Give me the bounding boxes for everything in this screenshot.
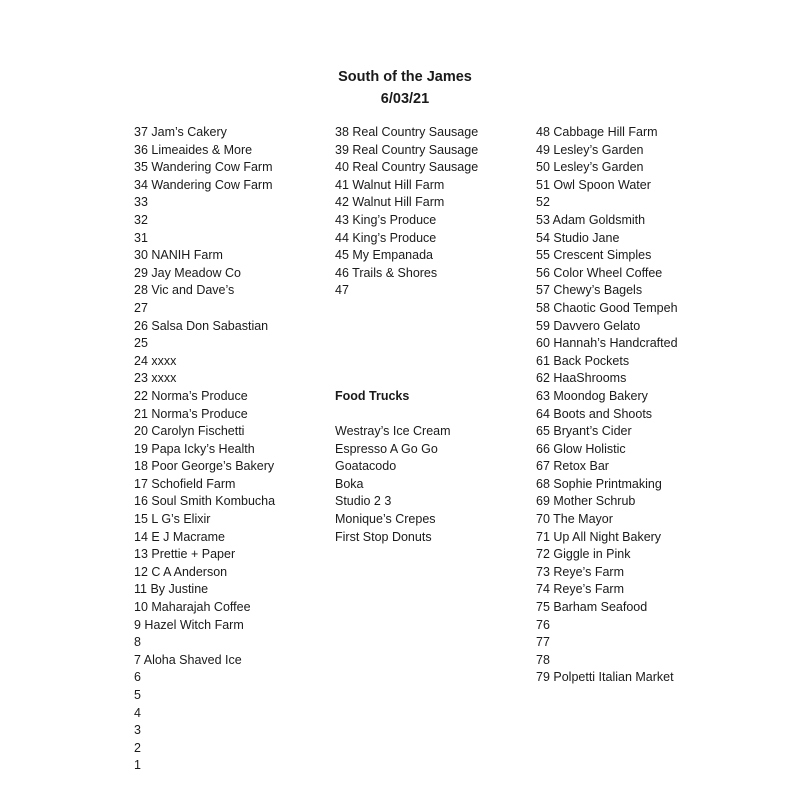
vendor-slot: 8 xyxy=(134,635,141,650)
vendor-slot: 42 Walnut Hill Farm xyxy=(335,195,445,210)
vendor-slot: 41 Walnut Hill Farm xyxy=(335,177,445,192)
vendor-slot: 18 Poor George’s Bakery xyxy=(134,459,275,474)
vendor-slot: 38 Real Country Sausage xyxy=(335,125,479,139)
vendor-slot: 75 Barham Seafood xyxy=(536,600,648,615)
vendor-slot: 64 Boots and Shoots xyxy=(536,406,653,421)
vendor-slot: 9 Hazel Witch Farm xyxy=(134,617,244,632)
vendor-slot: 36 Limeaides & More xyxy=(134,142,253,157)
vendor-slot: 56 Color Wheel Coffee xyxy=(536,265,663,280)
vendor-slot: 40 Real Country Sausage xyxy=(335,160,479,175)
vendor-slot: 5 xyxy=(134,688,141,702)
vendor-slot: 31 xyxy=(134,230,148,245)
vendor-slot: 37 Jam’s Cakery xyxy=(134,125,227,139)
market-name: South of the James xyxy=(338,69,472,85)
vendor-slot: 60 Hannah’s Handcrafted xyxy=(536,336,678,351)
vendor-slot: 74 Reye’s Farm xyxy=(536,582,624,597)
vendor-slot: 45 My Empanada xyxy=(335,248,433,263)
vendor-slot: 12 C A Anderson xyxy=(134,564,228,579)
vendor-slot: 3 xyxy=(134,723,141,738)
food-truck-item: Boka xyxy=(335,476,364,491)
vendor-slot: 73 Reye’s Farm xyxy=(536,564,624,579)
vendor-slot: 44 King’s Produce xyxy=(335,230,437,245)
vendor-slot: 61 Back Pockets xyxy=(536,353,630,368)
food-truck-list xyxy=(335,423,451,546)
vendor-slot: 78 xyxy=(536,652,550,667)
vendor-slot: 35 Wandering Cow Farm xyxy=(134,160,273,175)
vendor-slot: 57 Chewy’s Bagels xyxy=(536,283,643,298)
vendor-slot: 67 Retox Bar xyxy=(536,459,609,474)
vendor-slot: 26 Salsa Don Sabastian xyxy=(134,318,269,333)
vendor-slot: 65 Bryant’s Cider xyxy=(536,424,632,439)
vendor-slot: 48 Cabbage Hill Farm xyxy=(536,125,658,139)
vendor-slot: 13 Prettie + Paper xyxy=(134,547,236,562)
vendor-slot: 21 Norma’s Produce xyxy=(134,406,248,421)
vendor-slot: 62 HaaShrooms xyxy=(536,371,627,386)
vendor-slot: 43 King’s Produce xyxy=(335,212,437,227)
vendor-slot: 77 xyxy=(536,635,550,650)
vendor-slot: 19 Papa Icky’s Health xyxy=(134,441,255,456)
vendor-slot: 79 Polpetti Italian Market xyxy=(536,670,674,685)
vendor-slot: 1 xyxy=(134,758,141,773)
vendor-slot: 16 Soul Smith Kombucha xyxy=(134,494,276,509)
vendor-slot: 7 Aloha Shaved Ice xyxy=(134,652,242,667)
page-title xyxy=(0,66,810,110)
vendor-slot: 15 L G’s Elixir xyxy=(134,512,211,527)
vendor-slot: 34 Wandering Cow Farm xyxy=(134,177,273,192)
vendor-slot: 14 E J Macrame xyxy=(134,529,226,544)
vendor-slot: 76 xyxy=(536,617,550,632)
food-truck-item: Monique’s Crepes xyxy=(335,511,436,526)
vendor-slot: 63 Moondog Bakery xyxy=(536,388,648,403)
vendor-slot: 70 The Mayor xyxy=(536,512,613,527)
food-truck-item: Studio 2 3 xyxy=(335,494,392,509)
vendor-slot: 6 xyxy=(134,670,141,685)
food-truck-item: Westray’s Ice Cream xyxy=(335,424,451,438)
vendor-slot: 4 xyxy=(134,705,141,720)
market-date: 6/03/21 xyxy=(380,91,430,107)
vendor-slot: 52 xyxy=(536,195,550,210)
vendor-slot: 59 Davvero Gelato xyxy=(536,318,641,333)
vendor-slot: 10 Maharajah Coffee xyxy=(134,600,251,615)
vendor-column-middle xyxy=(335,124,478,300)
vendor-slot: 71 Up All Night Bakery xyxy=(536,529,662,544)
food-truck-item: Goatacodo xyxy=(335,459,397,474)
vendor-slot: 58 Chaotic Good Tempeh xyxy=(536,300,678,315)
vendor-slot: 27 xyxy=(134,300,148,315)
vendor-slot: 69 Mother Schrub xyxy=(536,494,636,509)
vendor-column-right xyxy=(536,124,678,687)
vendor-slot: 2 xyxy=(134,740,141,755)
vendor-slot: 23 xxxx xyxy=(134,371,177,386)
vendor-slot: 22 Norma’s Produce xyxy=(134,388,248,403)
vendor-slot: 30 NANIH Farm xyxy=(134,248,223,263)
food-truck-item: First Stop Donuts xyxy=(335,529,432,544)
vendor-slot: 51 Owl Spoon Water xyxy=(536,177,651,192)
vendor-slot: 46 Trails & Shores xyxy=(335,265,438,280)
vendor-slot: 53 Adam Goldsmith xyxy=(536,212,646,227)
vendor-slot: 66 Glow Holistic xyxy=(536,441,626,456)
vendor-slot: 33 xyxy=(134,195,148,210)
vendor-slot: 20 Carolyn Fischetti xyxy=(134,424,245,439)
vendor-slot: 17 Schofield Farm xyxy=(134,476,236,491)
food-truck-item: Espresso A Go Go xyxy=(335,441,438,456)
vendor-slot: 28 Vic and Dave’s xyxy=(134,283,235,298)
vendor-column-left xyxy=(134,124,275,775)
food-trucks-heading: Food Trucks xyxy=(335,389,410,403)
vendor-slot: 72 Giggle in Pink xyxy=(536,547,631,562)
vendor-slot: 25 xyxy=(134,336,148,351)
vendor-slot: 32 xyxy=(134,212,148,227)
vendor-slot: 39 Real Country Sausage xyxy=(335,142,479,157)
vendor-slot: 55 Crescent Simples xyxy=(536,248,652,263)
vendor-slot: 24 xxxx xyxy=(134,353,177,368)
vendor-slot: 49 Lesley’s Garden xyxy=(536,142,644,157)
vendor-slot: 54 Studio Jane xyxy=(536,230,620,245)
vendor-slot: 11 By Justine xyxy=(134,582,209,597)
vendor-slot: 68 Sophie Printmaking xyxy=(536,476,662,491)
vendor-slot: 29 Jay Meadow Co xyxy=(134,265,242,280)
vendor-slot: 47 xyxy=(335,283,349,298)
vendor-slot: 50 Lesley’s Garden xyxy=(536,160,644,175)
